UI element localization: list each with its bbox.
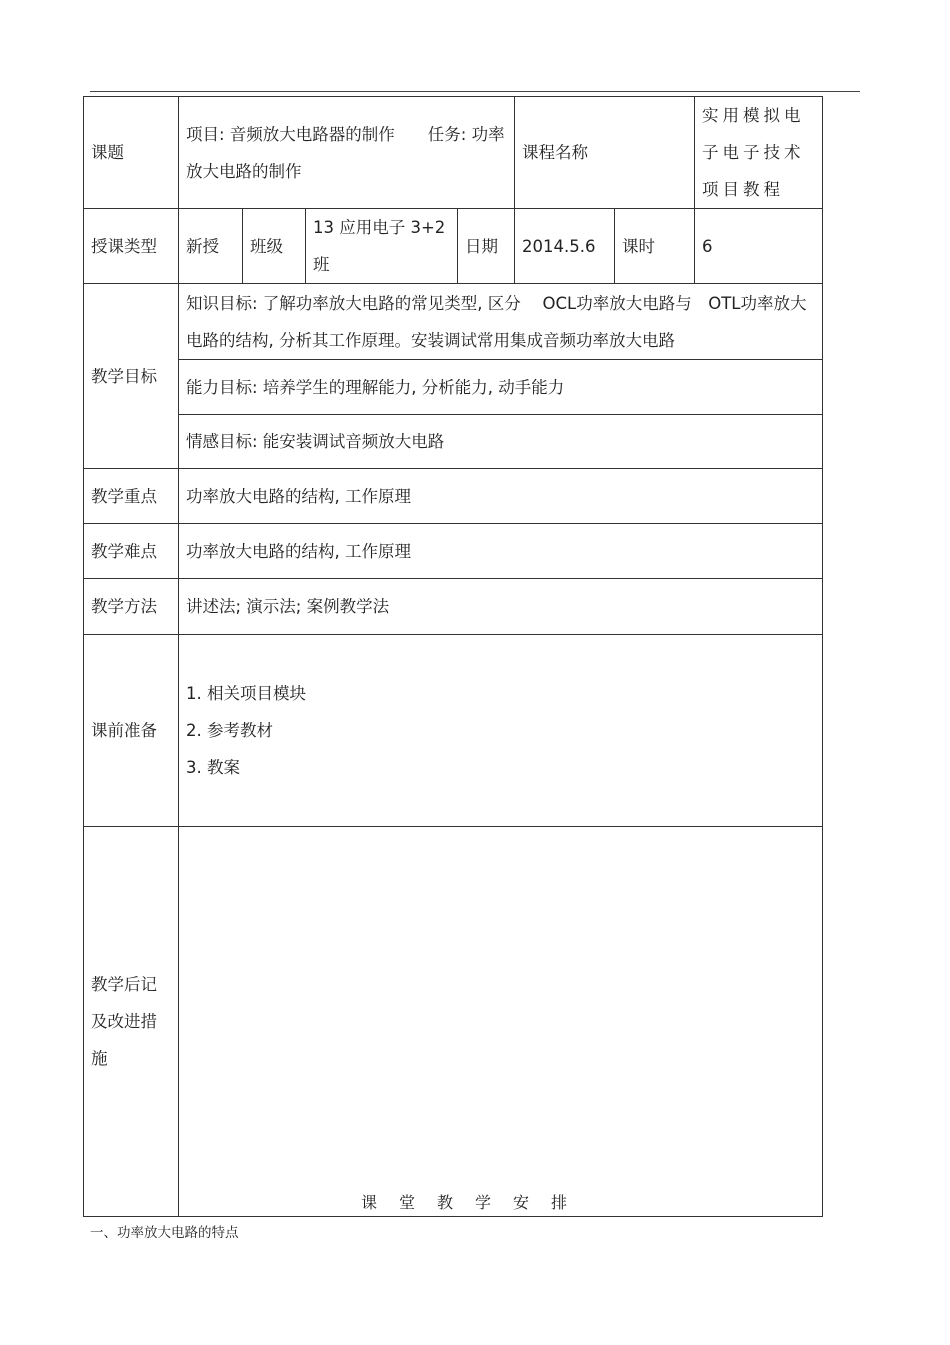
type-label: 授课类型 [84, 209, 179, 284]
objectives-row-knowledge [84, 284, 823, 360]
preparation-row [84, 635, 823, 827]
preparation-item: 1. 相关项目模块 [186, 684, 306, 703]
header-rule [90, 91, 860, 92]
ability-objective: 能力目标: 培养学生的理解能力, 分析能力, 动手能力 [179, 360, 823, 415]
class-label: 班级 [243, 209, 306, 284]
objectives-row-emotion [84, 415, 823, 469]
preparation-label: 课前准备 [84, 635, 179, 827]
key-points-value: 功率放大电路的结构, 工作原理 [179, 469, 823, 524]
date-value: 2014.5.6 [515, 209, 615, 284]
knowledge-objective: 知识目标: 了解功率放大电路的常见类型, 区分 OCL功率放大电路与 OTL功率放大电路的结构, 分析其工作原理。安装调试常用集成音频功率放大电路 [179, 284, 823, 360]
objectives-row-ability [84, 360, 823, 415]
emotion-objective: 情感目标: 能安装调试音频放大电路 [179, 415, 823, 469]
lesson-plan-table [83, 96, 823, 1217]
type-value: 新授 [179, 209, 243, 284]
methods-row [84, 579, 823, 635]
type-row [84, 209, 823, 284]
topic-value: 项目: 音频放大电路器的制作 任务: 功率放大电路的制作 [179, 97, 515, 209]
difficulties-value: 功率放大电路的结构, 工作原理 [179, 524, 823, 579]
date-label: 日期 [458, 209, 515, 284]
course-label: 课程名称 [515, 97, 695, 209]
topic-row [84, 97, 823, 209]
hours-label: 课时 [615, 209, 695, 284]
methods-label: 教学方法 [84, 579, 179, 635]
difficulties-label: 教学难点 [84, 524, 179, 579]
reflection-row [84, 827, 823, 1217]
class-value: 13 应用电子 3+2 班 [306, 209, 458, 284]
course-value: 实用模拟电子电子技术项目教程 [695, 97, 823, 209]
key-points-row [84, 469, 823, 524]
schedule-heading: 课堂教学安排 [360, 1193, 589, 1212]
difficulties-row [84, 524, 823, 579]
hours-value: 6 [695, 209, 823, 284]
section-title: 一、功率放大电路的特点 [90, 1225, 239, 1241]
objectives-label: 教学目标 [84, 284, 179, 469]
preparation-item: 2. 参考教材 [186, 721, 273, 740]
reflection-label: 教学后记及改进措施 [84, 827, 179, 1217]
preparation-item: 3. 教案 [186, 758, 240, 777]
key-points-label: 教学重点 [84, 469, 179, 524]
topic-label: 课题 [84, 97, 179, 209]
preparation-list [179, 635, 823, 827]
methods-value: 讲述法; 演示法; 案例教学法 [179, 579, 823, 635]
reflection-value [179, 827, 823, 1217]
